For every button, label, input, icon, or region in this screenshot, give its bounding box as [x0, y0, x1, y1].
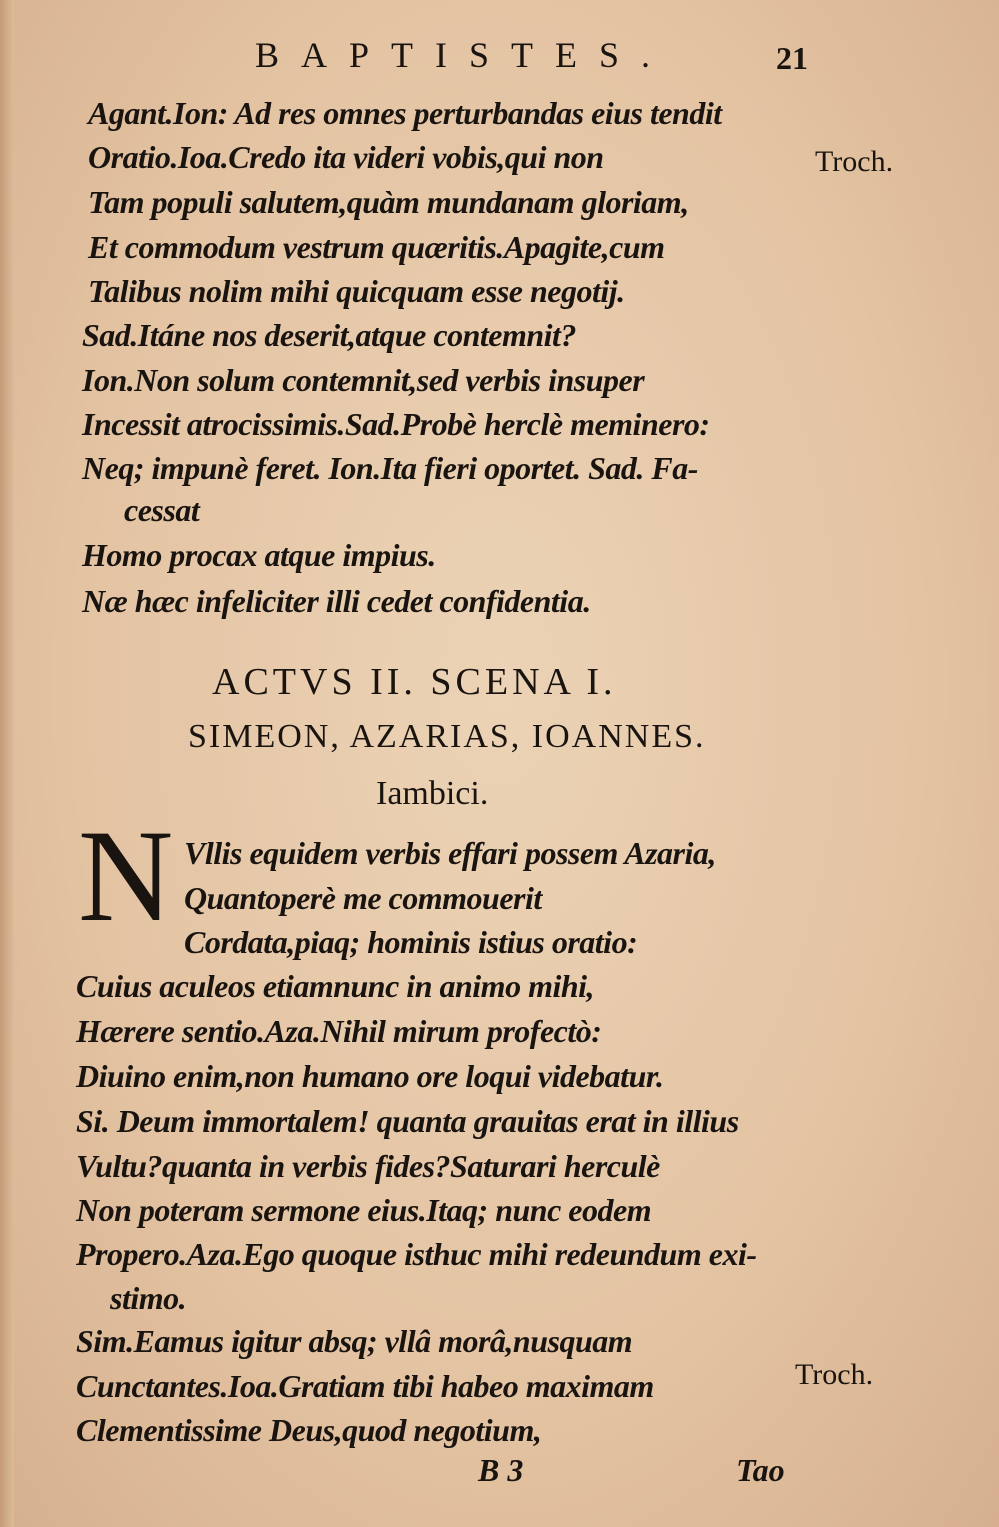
- text-line: Talibus nolim mihi quicquam esse negotij.: [88, 273, 625, 309]
- text-line: Cuius aculeos etiamnunc in animo mihi,: [76, 968, 595, 1004]
- text-line: Vllis equidem verbis effari possem Azaria,: [184, 835, 716, 871]
- text-line: Clementissime Deus,quod negotium,: [76, 1412, 542, 1448]
- drop-cap: N: [78, 802, 174, 949]
- text-line: Quantoperè me commouerit: [184, 880, 542, 916]
- margin-note: Troch.: [795, 1358, 874, 1391]
- page-edge: [0, 0, 14, 1527]
- text-line: Næ hæc infeliciter illi cedet confidentia.: [82, 583, 591, 619]
- text-line: Vultu?quanta in verbis fides?Saturari herculè: [76, 1148, 660, 1184]
- signature-mark: B 3: [478, 1452, 524, 1488]
- text-line: Sad.Itáne nos deserit,atque contemnit?: [82, 317, 576, 353]
- text-line: stimo.: [110, 1280, 187, 1316]
- text-line: cessat: [124, 492, 200, 528]
- text-line: Et commodum vestrum quæritis.Apagite,cum: [88, 229, 665, 265]
- catchword: Tao: [736, 1452, 785, 1488]
- text-line: Diuino enim,non humano ore loqui videbatur.: [76, 1058, 664, 1094]
- text-line: Agant.Ion: Ad res omnes perturbandas eius tendit: [88, 95, 722, 131]
- text-line: Non poteram sermone eius.Itaq; nunc eodem: [76, 1192, 652, 1228]
- margin-note: Troch.: [815, 145, 894, 178]
- dramatis-personae: SIMEON, AZARIAS, IOANNES.: [188, 718, 706, 755]
- text-line: Cunctantes.Ioa.Gratiam tibi habeo maximam: [76, 1368, 654, 1404]
- text-line: Tam populi salutem,quàm mundanam gloriam,: [88, 184, 689, 220]
- text-line: Propero.Aza.Ego quoque isthuc mihi redeundum exi-: [76, 1236, 757, 1272]
- text-line: Oratio.Ioa.Credo ita videri vobis,qui non: [88, 139, 604, 175]
- page-number: 21: [776, 40, 808, 76]
- running-title: BAPTISTES.: [255, 35, 673, 75]
- text-line: Ion.Non solum contemnit,sed verbis insuper: [82, 362, 645, 398]
- text-line: Cordata,piaq; hominis istius oratio:: [184, 924, 638, 960]
- act-heading: ACTVS II. SCENA I.: [212, 661, 617, 703]
- text-line: Sim.Eamus igitur absq; vllâ morâ,nusquam: [76, 1323, 633, 1359]
- text-line: Hærere sentio.Aza.Nihil mirum profectò:: [76, 1013, 602, 1049]
- text-line: Neq; impunè feret. Ion.Ita fieri oportet. Sad. Fa-: [82, 450, 698, 486]
- text-line: Si. Deum immortalem! quanta grauitas erat in illius: [76, 1103, 739, 1139]
- text-line: Incessit atrocissimis.Sad.Probè herclè meminero:: [82, 406, 710, 442]
- meter-label: Iambici.: [376, 775, 489, 812]
- text-line: Homo procax atque impius.: [82, 537, 436, 573]
